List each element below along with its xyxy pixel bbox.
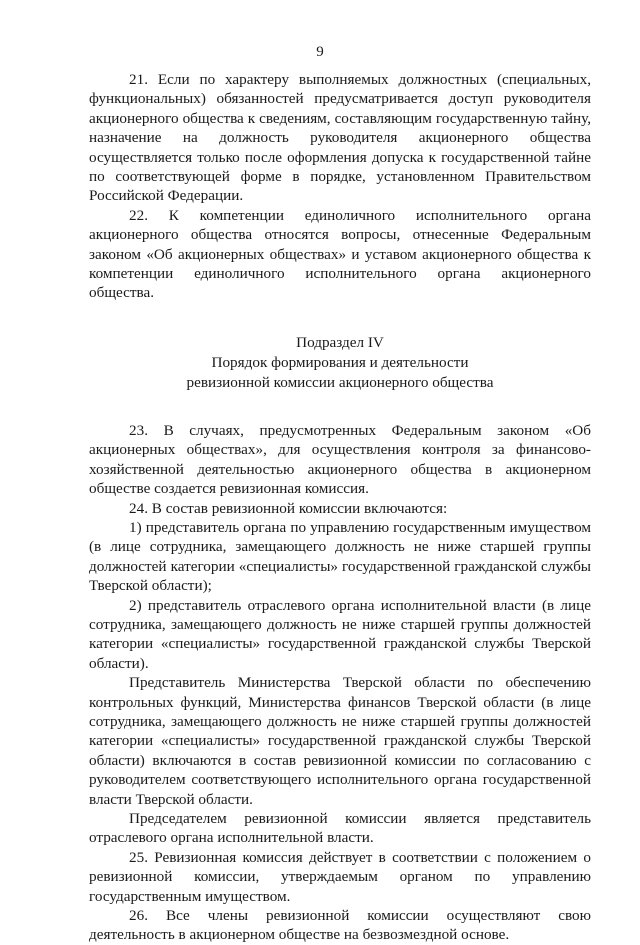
page-number: 9 [316, 44, 324, 60]
clause-26: 26. Все члены ревизионной комиссии осуществляют свою деятельность в акционерном обществе на безвозмездной основе. [89, 907, 591, 944]
subsection-title-line-2: ревизионной комиссии акционерного общества [186, 373, 494, 391]
clause-24-item-1: 1) представитель органа по управлению государственным имуществом (в лице сотрудника, замещающего должность не ниже старшей группы должностей категории «специалисты» государственной гражданской службы Тверской области); [89, 518, 591, 595]
subsection-heading [89, 333, 591, 393]
clause-24-representatives: Представитель Министерства Тверской области по обеспечению контрольных функций, Министерства финансов Тверской области (в лице сотрудника, замещающего должность не ниже старшей группы должностей категории «специалисты» государственной гражданской службы Тверской области) включаются в состав ревизионной комиссии по согласованию с руководителем соответствующего исполнительного органа государственной власти Тверской области. [89, 674, 591, 808]
clause-22: 22. К компетенции единоличного исполнительного органа акционерного общества относятся вопросы, отнесенные Федеральным законом «Об акционерных обществах» и уставом акционерного общества к компетенции единоличного исполнительного органа акционерного общества. [89, 206, 591, 302]
clause-24-item-2: 2) представитель отраслевого органа исполнительной власти (в лице сотрудника, замещающего должность не ниже старшей группы должностей категории «специалисты» государственной гражданской службы Тверской области). [89, 596, 591, 672]
clause-24: 24. В состав ревизионной комиссии включаются: [129, 499, 448, 517]
document-body [89, 70, 591, 945]
clause-24-chairman: Председателем ревизионной комиссии является представитель отраслевого органа исполнительной власти. [89, 810, 591, 847]
clause-21: 21. Если по характеру выполняемых должностных (специальных, функциональных) обязанностей предусматривается доступ руководителя акционерного общества к сведениям, составляющим государственную тайну, назначение на должность руководителя акционерного общества осуществляется только после оформления допуска к государственной тайне по соответствующей форме в порядке, установленном Правительством Российской Федерации. [89, 71, 591, 205]
subsection-number: Подраздел IV [296, 333, 384, 351]
subsection-title-line-1: Порядок формирования и деятельности [211, 353, 469, 371]
clause-25: 25. Ревизионная комиссия действует в соответствии с положением о ревизионной комиссии, утверждаемым органом по управлению государственным имуществом. [89, 848, 591, 905]
clause-23: 23. В случаях, предусмотренных Федеральным законом «Об акционерных обществах», для осуществления контроля за финансово-хозяйственной деятельностью акционерного общества в акционерном обществе создается ревизионная комиссия. [89, 421, 591, 498]
